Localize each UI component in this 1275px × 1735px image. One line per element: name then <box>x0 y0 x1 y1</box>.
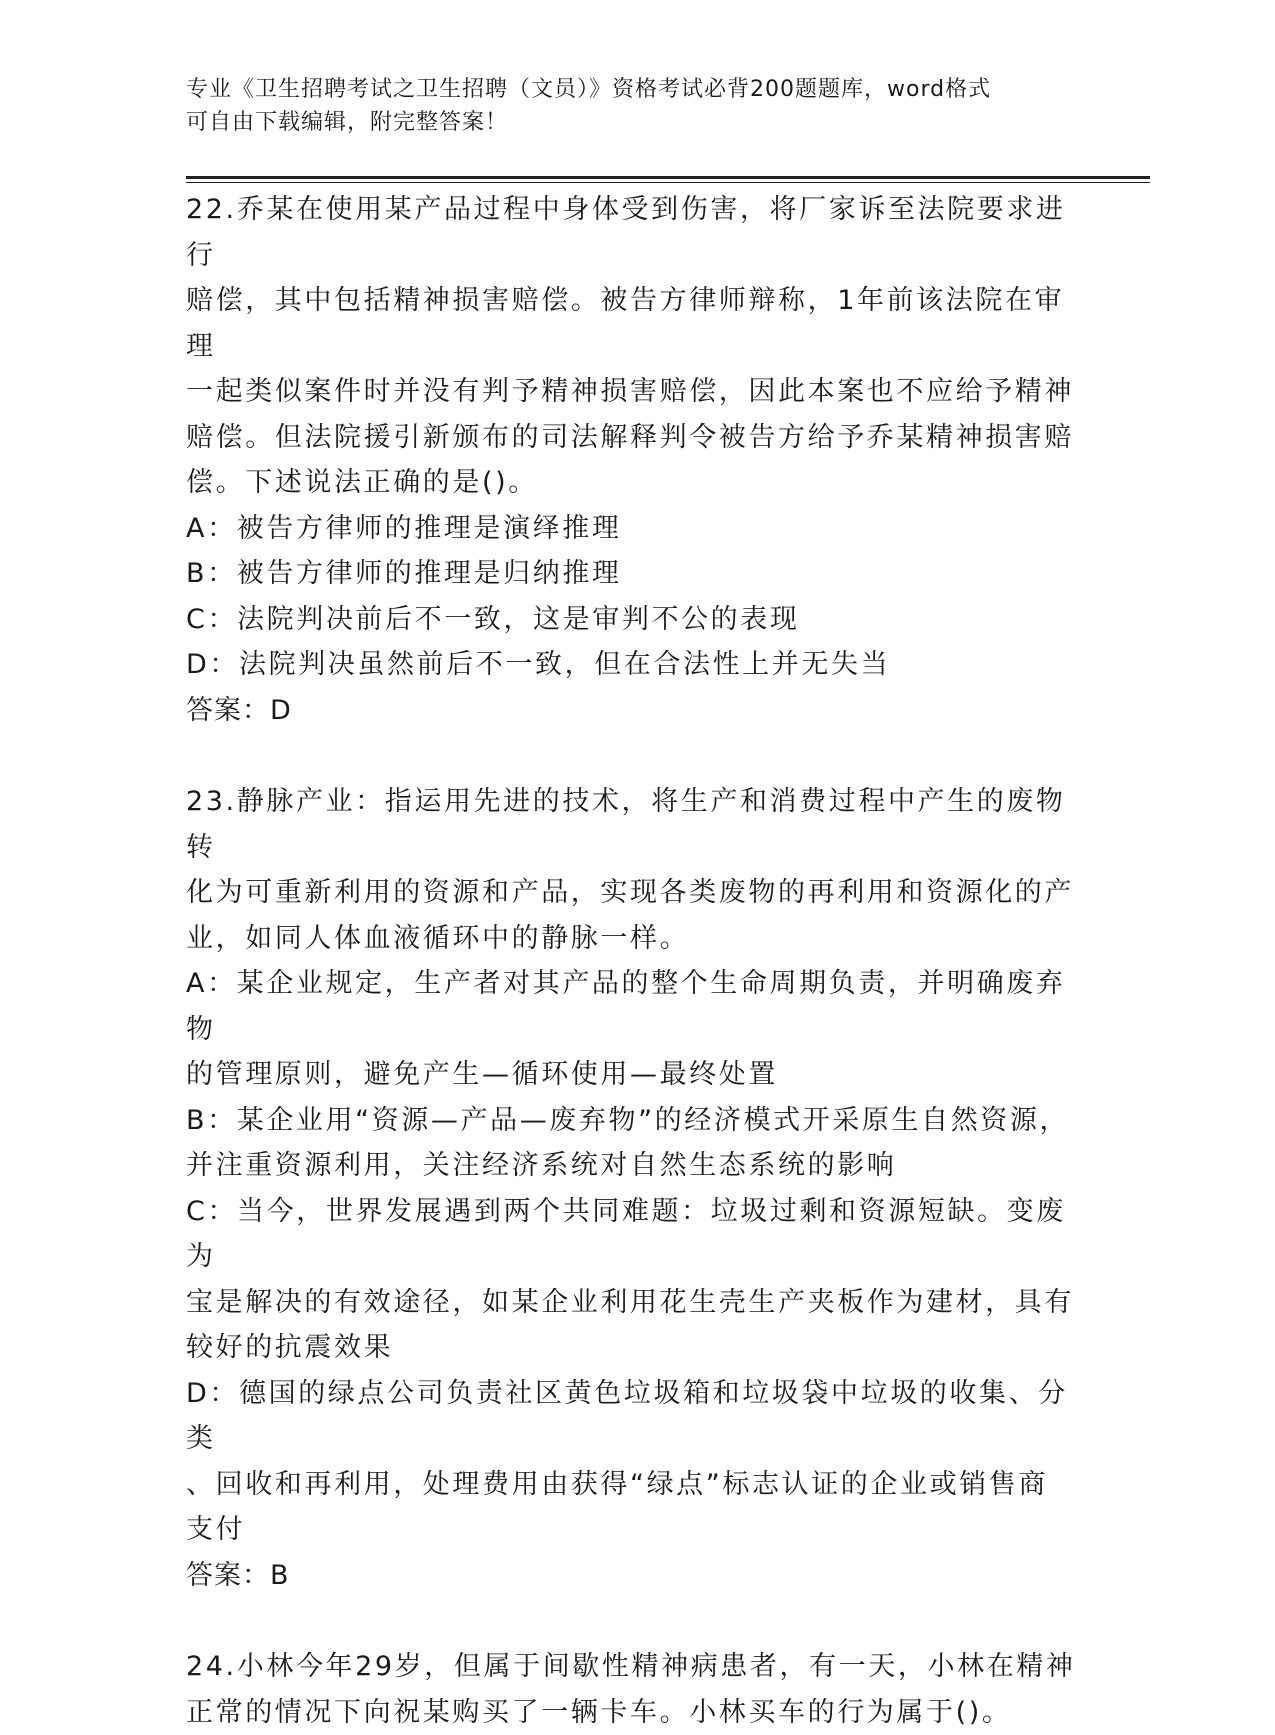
option-line: C：法院判决前后不一致，这是审判不公的表现 <box>186 597 1086 643</box>
option-line: C：当今，世界发展遇到两个共同难题：垃圾过剩和资源短缺。变废为 <box>186 1189 1086 1280</box>
option-line: 并注重资源利用，关注经济系统对自然生态系统的影响 <box>186 1143 1086 1189</box>
option-line: 、回收和再利用，处理费用由获得“绿点”标志认证的企业或销售商 <box>186 1462 1086 1508</box>
question-22 <box>186 187 1086 733</box>
option-line: 支付 <box>186 1507 1086 1553</box>
option-line: 的管理原则，避免产生—循环使用—最终处置 <box>186 1052 1086 1098</box>
question-stem-line: 赔偿。但法院援引新颁布的司法解释判令被告方给予乔某精神损害赔 <box>186 415 1086 461</box>
option-line: D：法院判决虽然前后不一致，但在合法性上并无失当 <box>186 642 1086 688</box>
question-stem-line: 一起类似案件时并没有判予精神损害赔偿，因此本案也不应给予精神 <box>186 369 1086 415</box>
option-line: B：某企业用“资源—产品—废弃物”的经济模式开采原生自然资源， <box>186 1098 1086 1144</box>
question-stem-line: 正常的情况下向祝某购买了一辆卡车。小林买车的行为属于()。 <box>186 1690 1086 1735</box>
answer-label: 答案：D <box>186 688 1086 734</box>
question-stem-line: 22.乔某在使用某产品过程中身体受到伤害，将厂家诉至法院要求进行 <box>186 187 1086 278</box>
header-title-line-1: 专业《卫生招聘考试之卫生招聘（文员）》资格考试必背200题题库，word格式 <box>186 73 1086 106</box>
questions-content <box>186 187 1086 1735</box>
question-stem-line: 24.小林今年29岁，但属于间歇性精神病患者，有一天，小林在精神 <box>186 1644 1086 1690</box>
option-line: 较好的抗震效果 <box>186 1325 1086 1371</box>
question-stem-line: 赔偿，其中包括精神损害赔偿。被告方律师辩称，1年前该法院在审理 <box>186 278 1086 369</box>
question-stem-line: 23.静脉产业：指运用先进的技术，将生产和消费过程中产生的废物转 <box>186 779 1086 870</box>
option-line: D：德国的绿点公司负责社区黄色垃圾箱和垃圾袋中垃圾的收集、分类 <box>186 1371 1086 1462</box>
question-spacer <box>186 733 1086 779</box>
question-stem-line: 业，如同人体血液循环中的静脉一样。 <box>186 916 1086 962</box>
header-divider-thick <box>186 176 1150 179</box>
option-line: B：被告方律师的推理是归纳推理 <box>186 551 1086 597</box>
option-line: A：被告方律师的推理是演绎推理 <box>186 506 1086 552</box>
option-d <box>186 642 1086 688</box>
document-header <box>186 73 1086 139</box>
option-line: 宝是解决的有效途径，如某企业利用花生壳生产夹板作为建材，具有 <box>186 1280 1086 1326</box>
question-24 <box>186 1644 1086 1735</box>
option-b <box>186 551 1086 597</box>
option-d <box>186 1371 1086 1553</box>
option-c <box>186 597 1086 643</box>
option-c <box>186 1189 1086 1371</box>
header-title-line-2: 可自由下载编辑，附完整答案！ <box>186 106 1086 139</box>
option-line: A：某企业规定，生产者对其产品的整个生命周期负责，并明确废弃物 <box>186 961 1086 1052</box>
question-stem-line: 化为可重新利用的资源和产品，实现各类废物的再利用和资源化的产 <box>186 870 1086 916</box>
question-23 <box>186 779 1086 1598</box>
question-stem-line: 偿。下述说法正确的是()。 <box>186 460 1086 506</box>
header-divider-thin <box>186 182 1150 183</box>
option-a <box>186 961 1086 1098</box>
option-a <box>186 506 1086 552</box>
answer-label: 答案：B <box>186 1553 1086 1599</box>
question-spacer <box>186 1598 1086 1644</box>
option-b <box>186 1098 1086 1189</box>
